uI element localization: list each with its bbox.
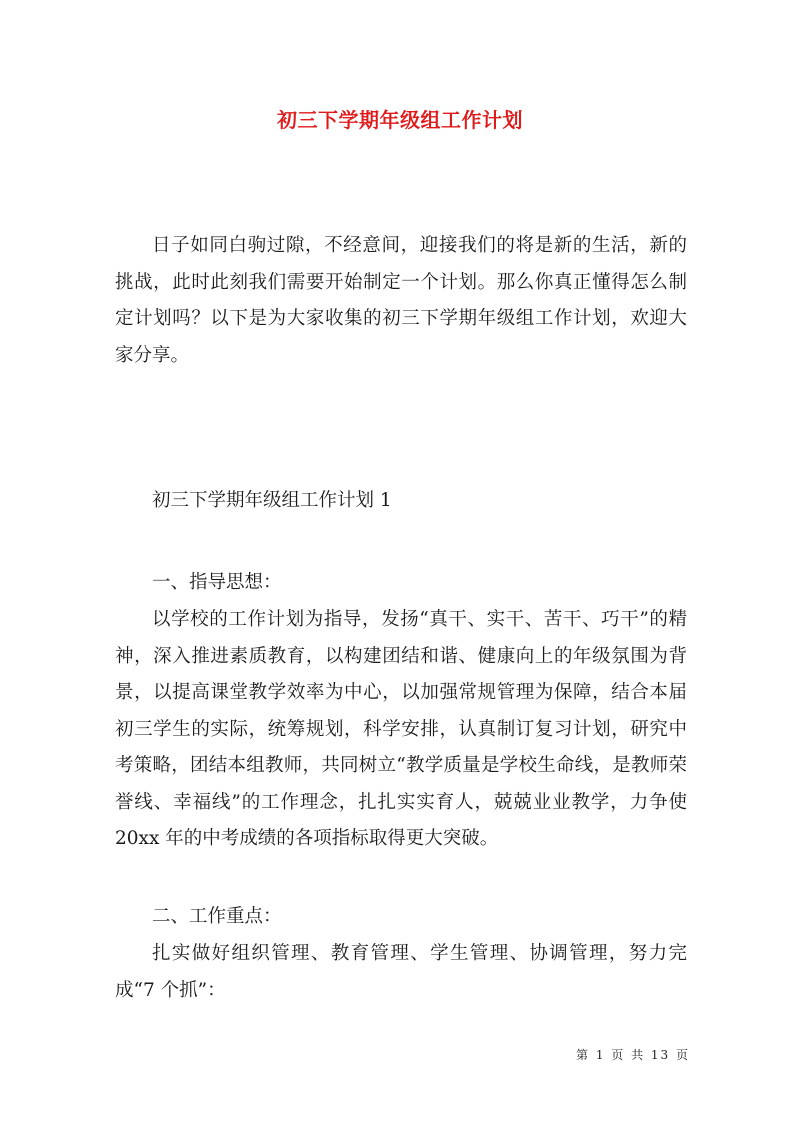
section-title: 初三下学期年级组工作计划 1 [152, 490, 392, 511]
guide-label: 一、指导思想： [152, 572, 282, 593]
focus-paragraph: 扎实做好组织管理、教育管理、学生管理、协调管理，努力完成“7 个抓”： [115, 943, 687, 1001]
page-number: 第 1 页 共 13 页 [576, 1048, 690, 1062]
guide-paragraph: 以学校的工作计划为指导，发扬“真干、实干、苦干、巧干”的精神，深入推进素质教育，以构建团结和谐、健康向上的年级氛围为背景，以提高课堂教学效率为中心，以加强常规管理为保障，结合本届初三学生的实际，统筹规划，科学安排，认真制订复习计划，研究中考策略，团结本组教师，共同树立“教学质量是学校生命线，是教师荣誉线、幸福线”的工作理念，扎扎实实育人，兢兢业业教学，力争使 20xx 年的中考成绩的各项指标取得更大突破。 [115, 609, 687, 849]
document-title: 初三下学期年级组工作计划 [277, 108, 523, 132]
focus-label: 二、工作重点： [152, 906, 282, 927]
intro-paragraph: 日子如同白驹过隙，不经意间，迎接我们的将是新的生活，新的挑战，此时此刻我们需要开始制定一个计划。那么你真正懂得怎么制定计划吗？以下是为大家收集的初三下学期年级组工作计划，欢迎大家分享。 [115, 235, 687, 366]
